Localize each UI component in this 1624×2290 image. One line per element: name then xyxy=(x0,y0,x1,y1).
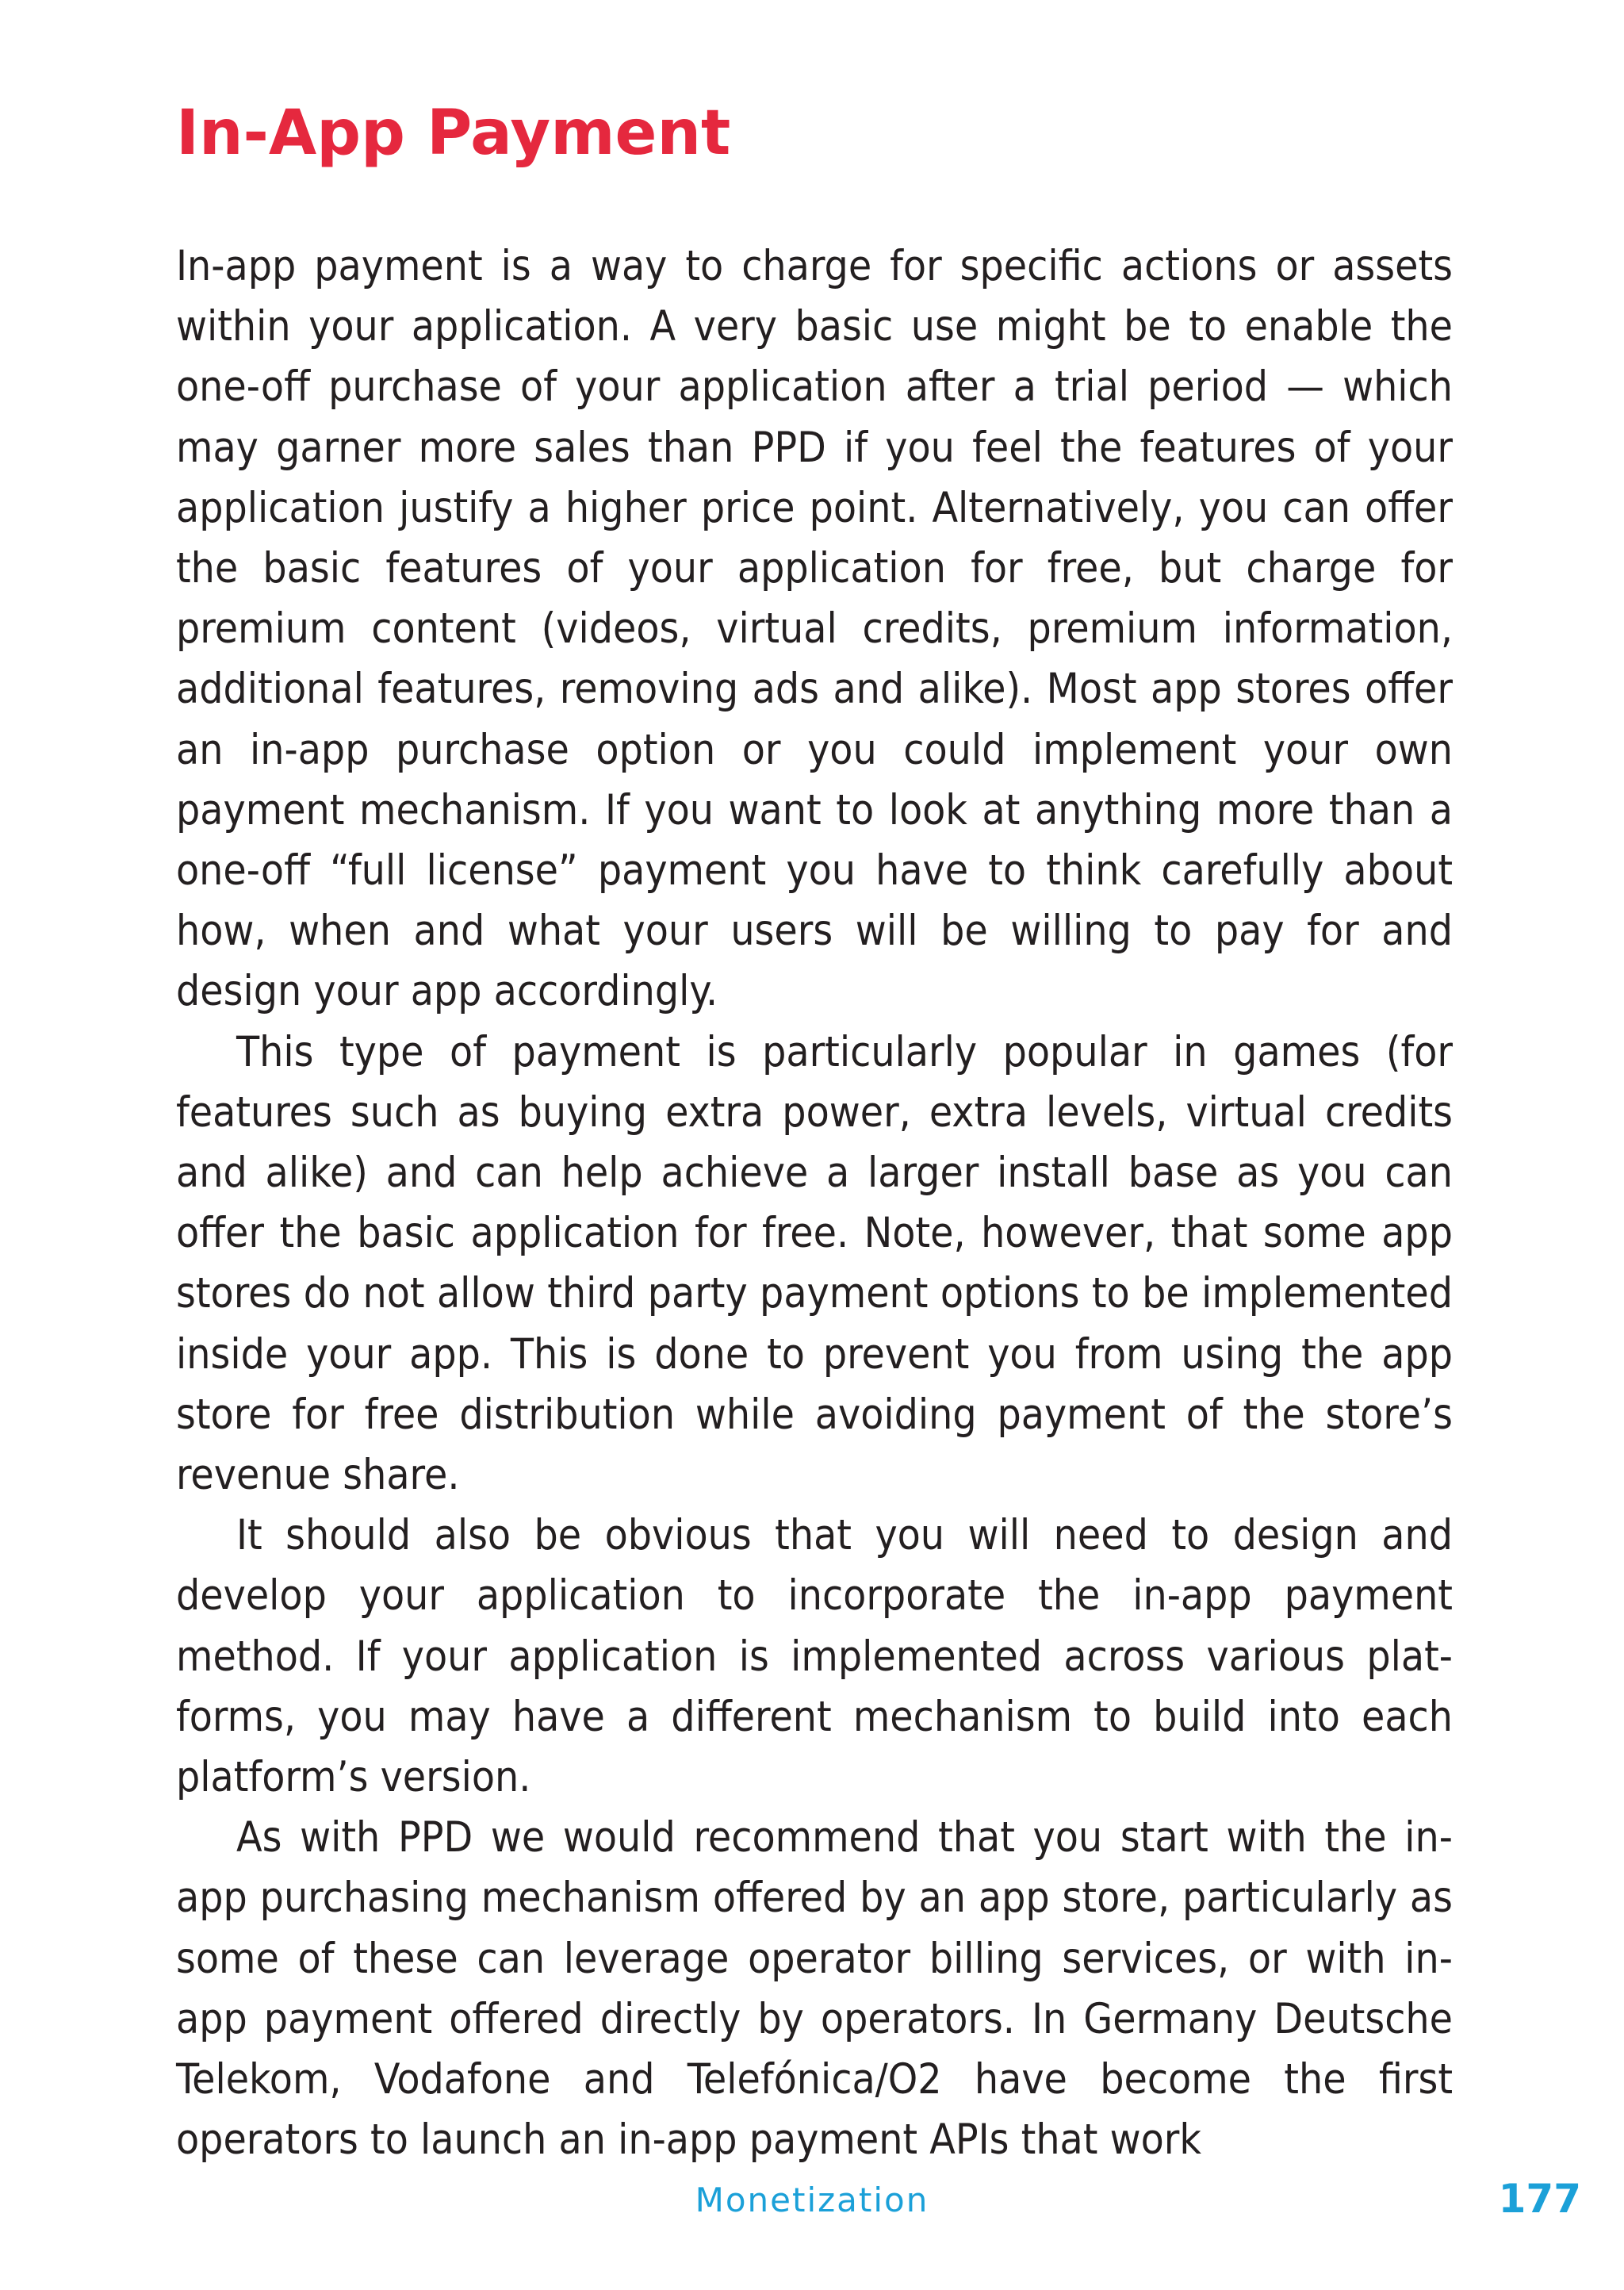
running-footer: Monetization xyxy=(695,2181,929,2219)
paragraph-1: In-app payment is a way to charge for specific actions or assets within your application. A very basic use might be to enable the one-off purchase of your application after a trial period — which may garner more sales than PPD if you feel the features of your application justify a higher price point. Alternatively, you can offer the basic features of your application for free, but charge for premium content (videos, virtual credits, premium information, additional features, removing ads and alike). Most app stores offer an in-app purchase option or you could implement your own payment mechanism. If you want to look at anything more than a one-off “full license” payment you have to think carefully about how, when and what your users will be willing to pay for and design your app accordingly. xyxy=(176,242,1453,1016)
paragraph-3: It should also be obvious that you will need to design and develop your application to incorporate the in-app payment method. If your application is implemented across various platforms, you may have a different mechanism to build into each platform’s version. xyxy=(176,1511,1453,1802)
section-heading: In-App Payment xyxy=(176,98,731,169)
body-text xyxy=(176,236,1453,2171)
paragraph-2: This type of payment is particularly popular in games (for features such as buying extra power, extra levels, virtual credits and alike) and can help achieve a larger install base as you can offer the basic application for free. Note, however, that some app stores do not allow third party payment options to be implemented inside your app. This is done to prevent you from using the app store for free distribution while avoiding payment of the store’s revenue share. xyxy=(176,1027,1453,1500)
page-number: 177 xyxy=(1498,2176,1581,2222)
paragraph-4: As with PPD we would recommend that you start with the in-app purchasing mechanism offered by an app store, particularly as some of these can leverage operator billing services, or with in-app payment offered directly by operators. In Germany Deutsche Telekom, Vodafone and Telefónica/O2 have become the first operators to launch an in-app payment APIs that work xyxy=(176,1813,1453,2165)
